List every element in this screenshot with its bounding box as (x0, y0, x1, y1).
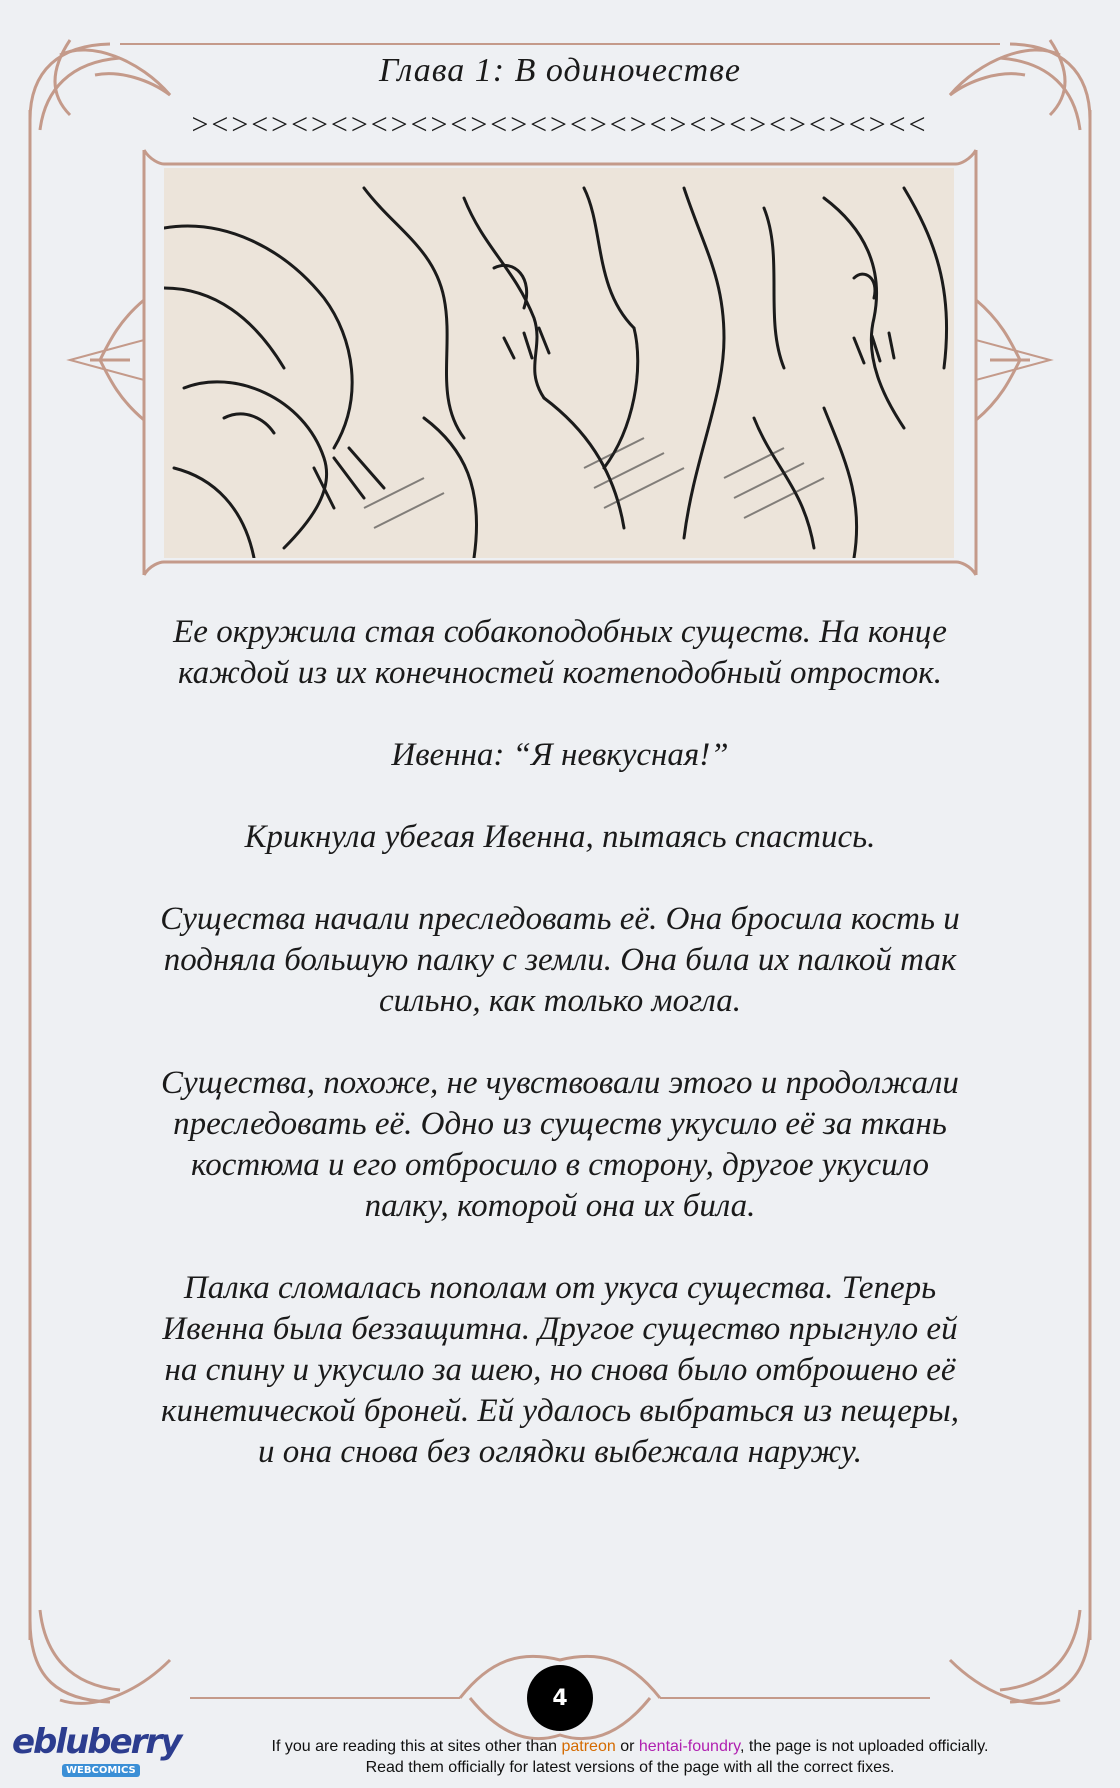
notice-line-2: Read them officially for latest versions of the page with all the correct fixes. (365, 1759, 895, 1776)
creature-illustration (164, 168, 954, 558)
ebluberry-logo[interactable] (12, 1722, 181, 1784)
official-source-notice (140, 1736, 1120, 1778)
logo-subtitle: WEBCOMICS (62, 1764, 140, 1777)
notice-or: or (615, 1738, 639, 1755)
story-paragraph: Существа начали преследовать её. Она бросила кость и подняла большую палку с земли. Она била их палкой так сильно, как только могла. (160, 901, 960, 1019)
title-separator: ><><><><><><><><><><><><><><><><><><< (191, 108, 929, 141)
page-number-badge: 4 (527, 1665, 593, 1731)
logo-wordmark: ebluberry (12, 1722, 181, 1762)
notice-prefix: If you are reading this at sites other than (271, 1738, 562, 1755)
hentai-foundry-link[interactable]: hentai-foundry (638, 1738, 740, 1755)
story-text (150, 612, 970, 1473)
story-paragraph: Крикнула убегая Ивенна, пытаясь спастись. (244, 819, 876, 855)
story-paragraph: Ивенна: “Я невкусная!” (391, 737, 729, 773)
story-paragraph: Ее окружила стая собакоподобных существ. На конце каждой из их конечностей когтеподобный отросток. (173, 614, 947, 691)
story-paragraph: Существа, похоже, не чувствовали этого и продолжали преследовать её. Одно из существ укусило её за ткань костюма и его отбросило в сторону, другое укусило палку, которой она их била. (161, 1065, 959, 1224)
story-paragraph: Палка сломалась пополам от укуса существа. Теперь Ивенна была беззащитна. Другое существо прыгнуло ей на спину и укусило за шею, но снова было отброшено её кинетической броней. Ей удалось выбраться из пещеры, и она снова без оглядки выбежала наружу. (161, 1270, 959, 1470)
patreon-link[interactable]: patreon (561, 1738, 616, 1755)
notice-suffix: , the page is not uploaded officially. (739, 1738, 989, 1755)
chapter-title: Глава 1: В одиночестве (379, 52, 741, 89)
